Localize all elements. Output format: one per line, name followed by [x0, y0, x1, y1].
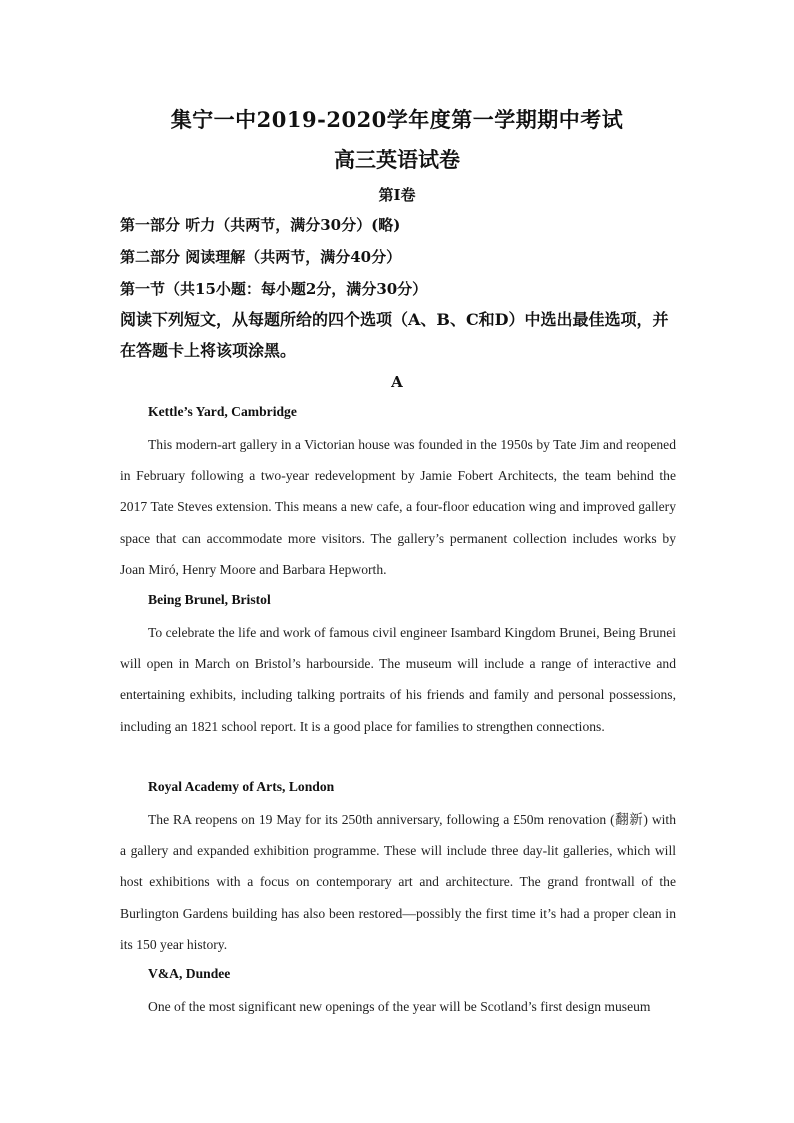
section1-instruction: 第一节（共15小题：每小题2分，满分30分） [120, 280, 428, 298]
item-text-being-brunel: To celebrate the life and work of famous civil engineer Isambard Kingdom Brunei, Being Brunei will open in March on Bristol’s harbourside. The museum will include a range of interactive and entertaining exhibits, including talking portraits of his friends and family and personal possessions, including an 1821 school report. It is a good place for families to strengthen connections. [120, 625, 676, 734]
exam-title: 集宁一中2019-2020学年度第一学期期中考试 [170, 107, 624, 132]
part2-instruction: 第二部分 阅读理解（共两节，满分40分） [120, 248, 402, 266]
volume-label: 第Ⅰ卷 [378, 186, 416, 204]
item-heading-being-brunel: Being Brunel, Bristol [148, 592, 271, 607]
exam-subtitle: 高三英语试卷 [334, 147, 460, 172]
item-heading-royal-academy: Royal Academy of Arts, London [148, 779, 335, 794]
passage-letter: A [391, 373, 403, 391]
item-text-royal-academy: The RA reopens on 19 May for its 250th anniversary, following a £50m renovation (翻新) with a gallery and expanded exhibition programme. These will include three day-lit galleries, which will host exhibitions with a focus on contemporary art and architecture. The grand frontwall of the Burlington Gardens building has also been restored—possibly the first time it’s had a proper clean in its 150 year history. [120, 812, 676, 952]
item-text-kettles-yard: This modern-art gallery in a Victorian house was founded in the 1950s by Tate Jim and reopened in February following a two-year redevelopment by Jamie Fobert Architects, the team behind the 2017 Tate Steves extension. This means a new cafe, a four-floor education wing and improved gallery space that can accommodate more visitors. The gallery’s permanent collection includes works by Joan Miró, Henry Moore and Barbara Hepworth. [120, 437, 676, 577]
directions-text: 阅读下列短文，从每题所给的四个选项（A、B、C和D）中选出最佳选项，并在答题卡上将该项涂黑。 [120, 310, 669, 360]
item-heading-kettles-yard: Kettle’s Yard, Cambridge [148, 404, 297, 419]
item-heading-va-dundee: V&A, Dundee [148, 966, 231, 981]
item-text-va-dundee: One of the most significant new openings of the year will be Scotland’s first design museum [148, 999, 651, 1014]
part1-instruction: 第一部分 听力（共两节，满分30分）(略) [120, 216, 401, 234]
